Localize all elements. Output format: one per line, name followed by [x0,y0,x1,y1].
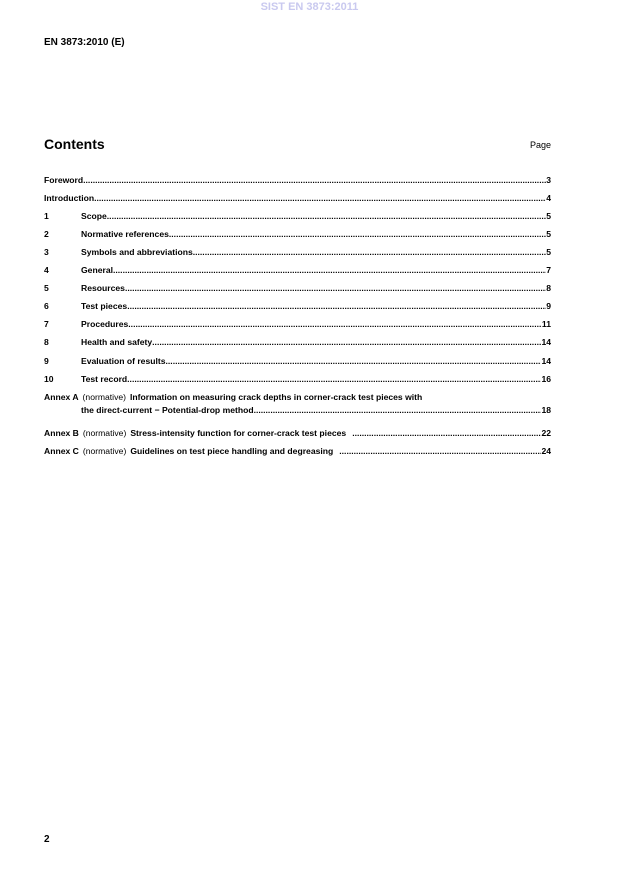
toc-entry[interactable] [44,211,551,221]
toc-entry[interactable] [44,247,551,257]
toc-entry[interactable] [44,301,551,311]
dot-leader [152,337,541,347]
toc-entry-label: Symbols and abbreviations [81,247,193,257]
page-number: 2 [44,834,50,845]
contents-title: Contents [44,136,105,152]
toc-annex-entry[interactable] [44,446,551,456]
dot-leader [94,193,546,203]
toc-entry-number: 2 [44,229,49,239]
toc-entry-page: 11 [541,319,551,329]
toc-entry-page: 5 [546,229,551,239]
toc-entry-number: 1 [44,211,49,221]
dot-leader [107,211,546,221]
toc-entry-label: Health and safety [81,337,153,347]
dot-leader [127,374,541,384]
toc-entry-page: 3 [546,175,551,185]
toc-entry[interactable] [44,283,551,293]
toc-entry[interactable] [44,265,551,275]
toc-entry[interactable] [44,175,551,185]
toc-entry-page: 14 [541,337,551,347]
dot-leader [339,446,541,456]
toc-entry-label: General [81,265,114,275]
toc-entry-number: 4 [44,265,49,275]
dot-leader [83,175,546,185]
toc-entry-label: Test record [81,374,128,384]
toc-entry-number: 3 [44,247,49,257]
toc-entry-number: 6 [44,301,49,311]
document-header: EN 3873:2010 (E) [44,37,125,48]
annex-title-continued: the direct-current − Potential-drop method [81,405,254,415]
toc-entry-label: Normative references [81,229,169,239]
annex-page: 18 [541,405,551,415]
dot-leader [352,428,541,438]
toc-entry-number: 9 [44,356,49,366]
annex-type: (normative) [82,428,127,438]
toc-annex-entry[interactable] [44,392,551,402]
toc-entry-label: Procedures [81,319,129,329]
toc-entry-page: 14 [541,356,551,366]
toc-entry-number: 10 [44,374,54,384]
dot-leader [125,283,546,293]
watermark: SIST EN 3873:2011 [260,1,359,13]
dot-leader [166,356,542,366]
toc-entry-page: 4 [546,193,551,203]
toc-entry-label: Evaluation of results [81,356,166,366]
toc-entry[interactable] [44,356,551,366]
toc-annex-entry-continuation[interactable] [81,405,551,415]
toc-entry[interactable] [44,337,551,347]
toc-annex-entry[interactable] [44,428,551,438]
toc-entry-number: 8 [44,337,49,347]
page-column-label: Page [529,140,551,150]
toc-entry[interactable] [44,229,551,239]
toc-entry-page: 7 [546,265,551,275]
annex-page: 24 [541,446,551,456]
annex-type: (normative) [82,446,127,456]
dot-leader [254,405,542,415]
toc-entry-page: 5 [546,247,551,257]
toc-entry-label: Test pieces [81,301,128,311]
dot-leader [169,229,546,239]
toc-entry-label: Resources [81,283,125,293]
annex-name: Annex B [44,428,79,438]
toc-entry[interactable] [44,193,551,203]
annex-page: 22 [541,428,551,438]
toc-entry-label: Introduction [44,193,95,203]
dot-leader [127,301,546,311]
toc-entry-page: 16 [541,374,551,384]
toc-entry-page: 5 [546,211,551,221]
toc-entry-number: 5 [44,283,49,293]
annex-title: Stress-intensity function for corner-crack test pieces [130,428,347,438]
dot-leader [113,265,546,275]
toc-entry[interactable] [44,374,551,384]
dot-leader [193,247,546,257]
annex-name: Annex C [44,446,79,456]
annex-title: Information on measuring crack depths in corner-crack test pieces with [130,392,423,402]
toc-entry-page: 8 [546,283,551,293]
toc-entry-page: 9 [546,301,551,311]
dot-leader [128,319,542,329]
toc-entry-label: Scope [81,211,107,221]
annex-title: Guidelines on test piece handling and degreasing [130,446,334,456]
annex-type: (normative) [82,392,127,402]
toc-entry-label: Foreword [44,175,84,185]
toc-entry-number: 7 [44,319,49,329]
toc-entry[interactable] [44,319,551,329]
annex-name: Annex A [44,392,79,402]
